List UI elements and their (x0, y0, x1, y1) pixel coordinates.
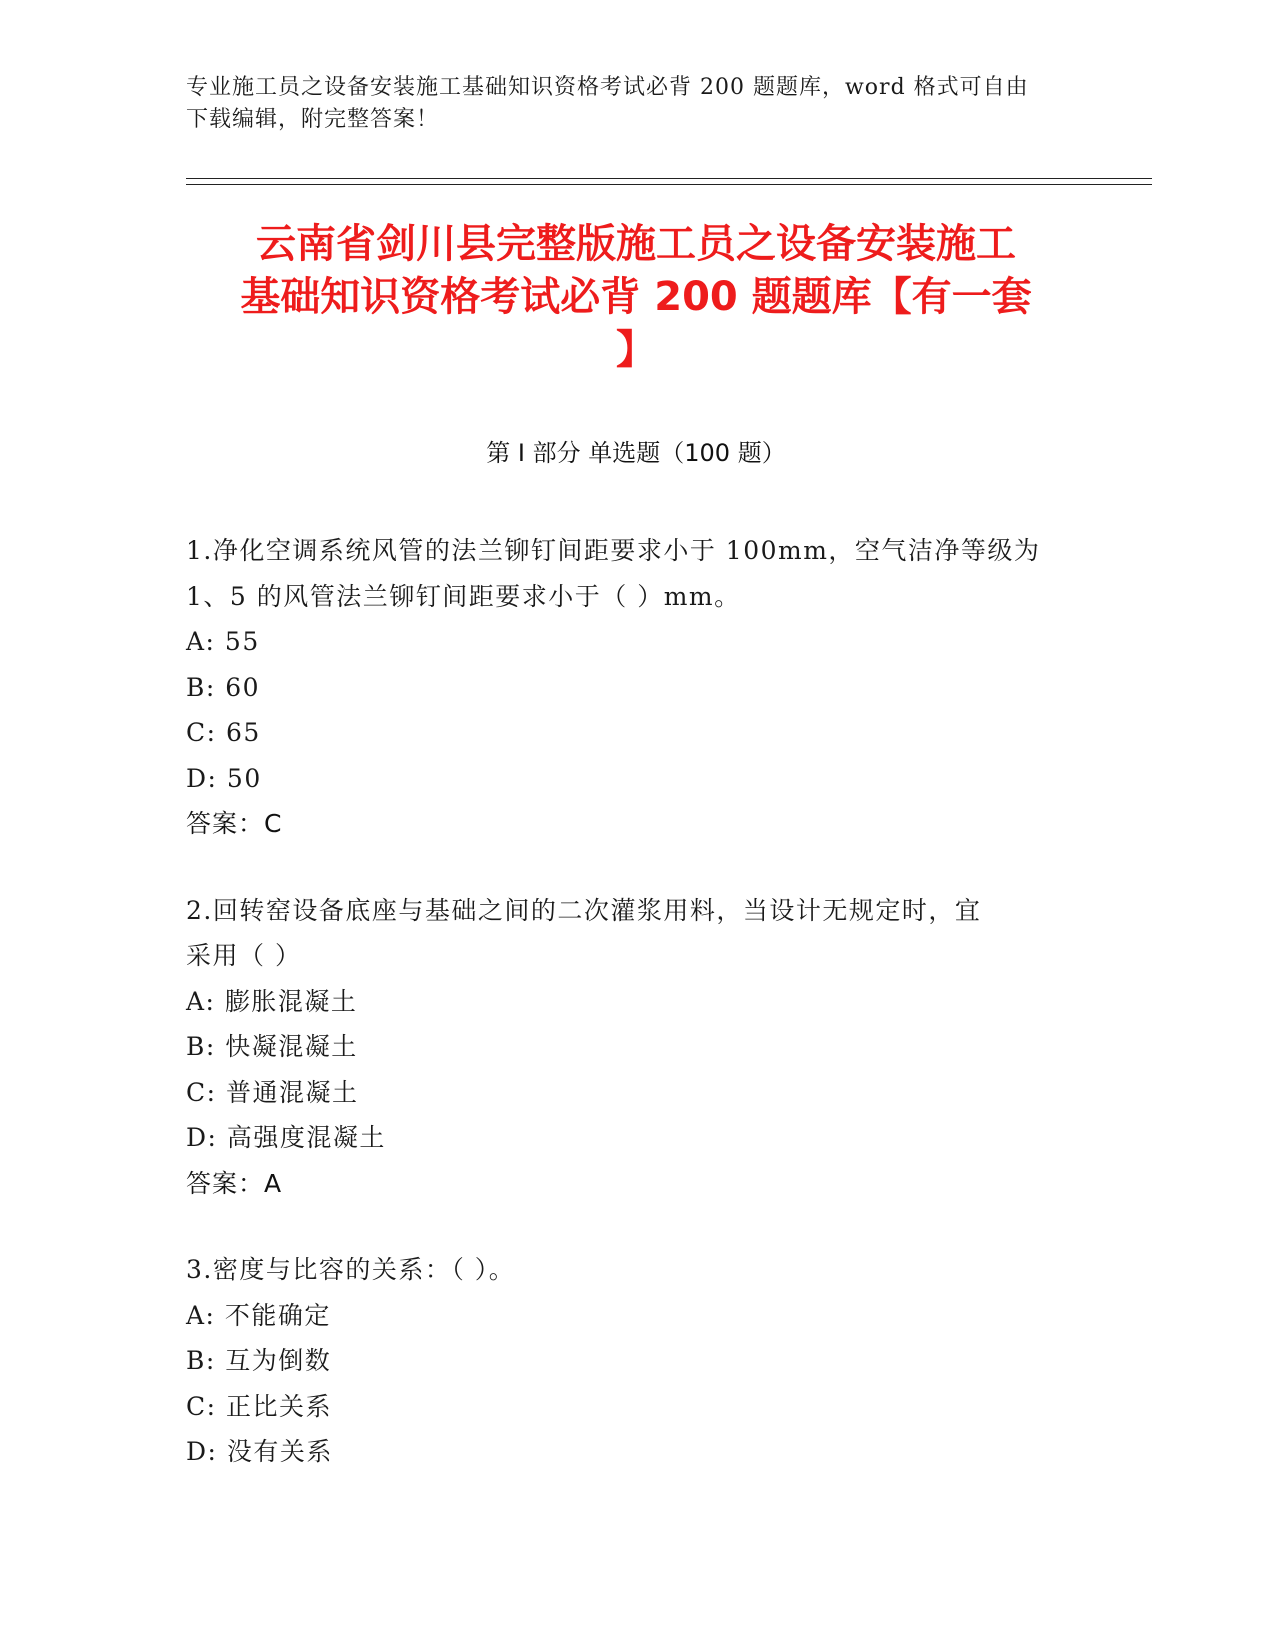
option-b: B: 快凝混凝土 (186, 1032, 358, 1061)
question-stem: 1、5 的风管法兰铆钉间距要求小于（ ）mm。 (186, 581, 741, 611)
divider-line (186, 184, 1152, 185)
question-stem: 2.回转窑设备底座与基础之间的二次灌浆用料，当设计无规定时，宜 (186, 895, 982, 925)
option-a: A: 55 (186, 627, 260, 656)
question-2 (186, 888, 1086, 1207)
option-d: D: 没有关系 (186, 1437, 333, 1466)
header-note (186, 72, 1086, 136)
section-heading: 第 I 部分 单选题（100 题） (486, 439, 786, 467)
title-line: 】 (616, 327, 656, 373)
question-list (186, 528, 1086, 1516)
header-divider (186, 178, 1152, 185)
document-title (186, 218, 1086, 377)
option-d: D: 50 (186, 763, 262, 793)
answer: 答案：A (186, 1168, 283, 1198)
question-3 (186, 1247, 1086, 1475)
option-c: C: 65 (186, 718, 261, 747)
question-stem: 采用（ ） (186, 941, 302, 970)
question-stem: 3.密度与比容的关系：（ ）。 (186, 1255, 516, 1284)
title-line: 云南省剑川县完整版施工员之设备安装施工 (256, 221, 1016, 267)
option-a: A: 不能确定 (186, 1300, 331, 1330)
option-a: A: 膨胀混凝土 (186, 986, 358, 1016)
answer: 答案：C (186, 809, 283, 838)
title-line: 基础知识资格考试必背 200 题题库【有一套 (240, 274, 1032, 320)
divider-line (186, 178, 1152, 179)
option-c: C: 普通混凝土 (186, 1077, 359, 1107)
question-1 (186, 528, 1086, 847)
option-d: D: 高强度混凝土 (186, 1123, 386, 1152)
option-c: C: 正比关系 (186, 1391, 332, 1421)
header-note-line: 下载编辑，附完整答案！ (186, 107, 440, 132)
question-stem: 1.净化空调系统风管的法兰铆钉间距要求小于 100mm，空气洁净等级为 (186, 536, 1041, 565)
header-note-line: 专业施工员之设备安装施工基础知识资格考试必背 200 题题库，word 格式可自由 (186, 75, 1029, 100)
option-b: B: 60 (186, 672, 261, 702)
option-b: B: 互为倒数 (186, 1346, 332, 1375)
